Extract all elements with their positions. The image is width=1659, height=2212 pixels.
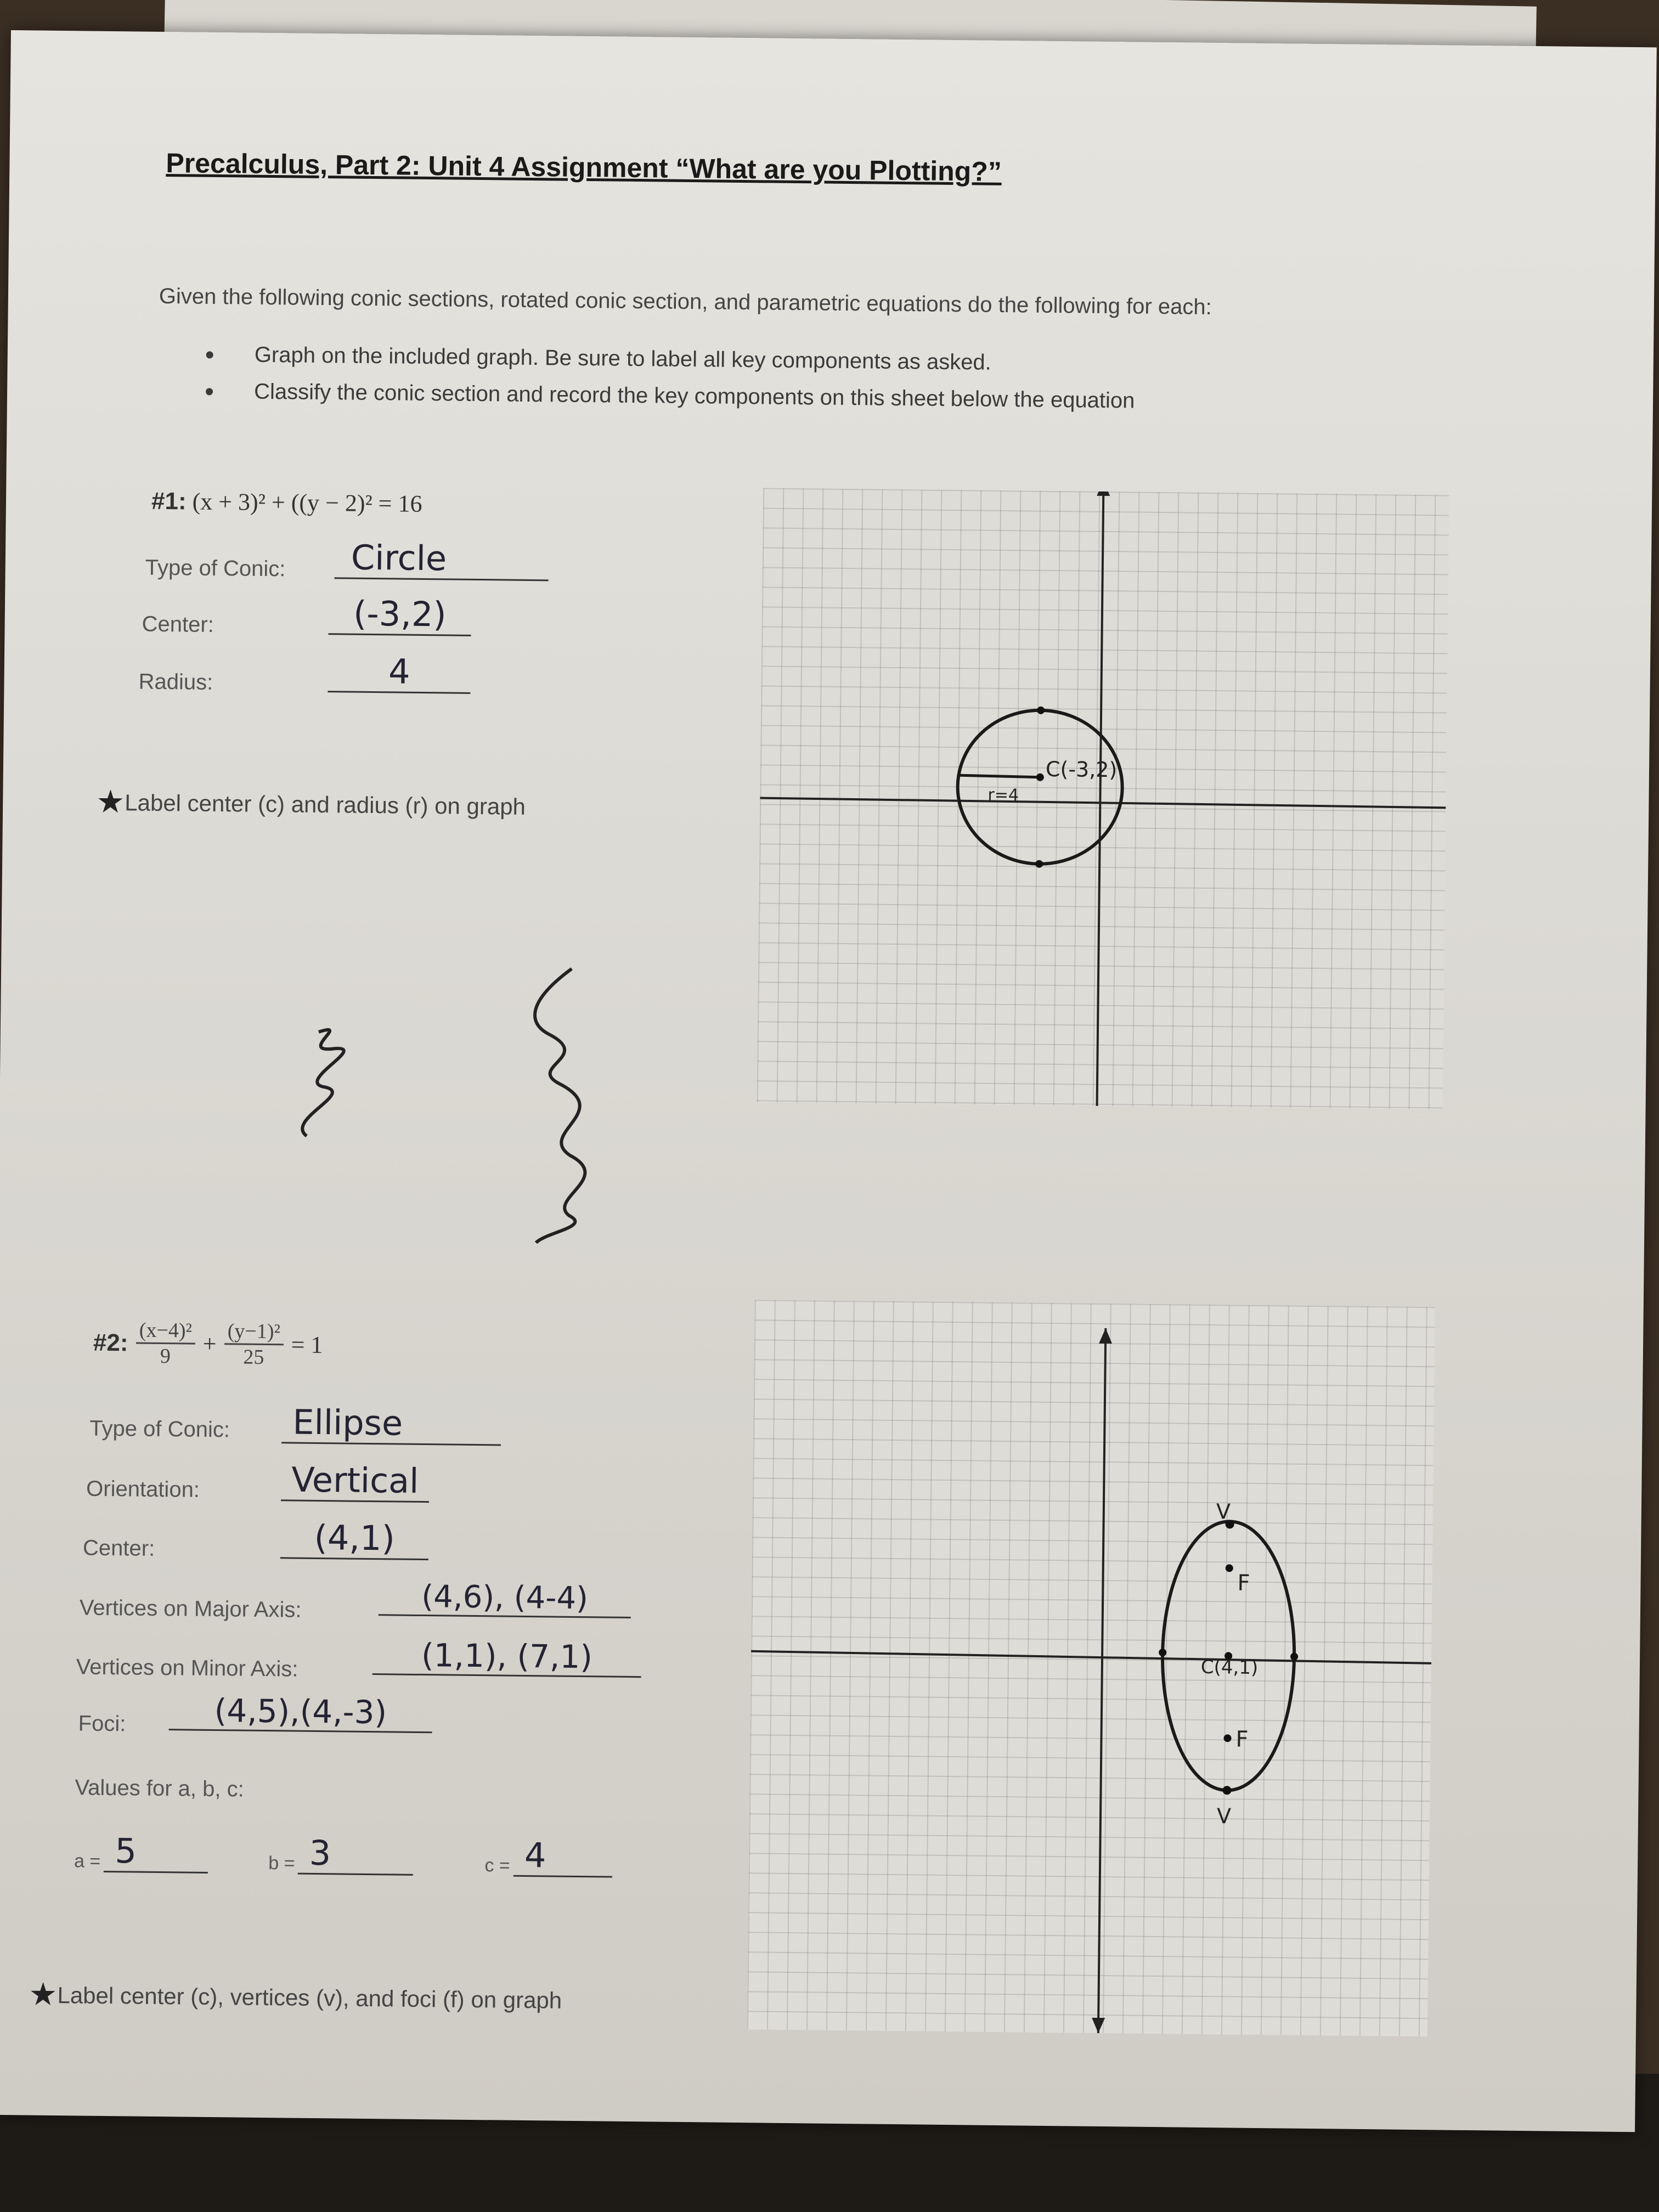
y-axis-arrow <box>1092 2018 1105 2033</box>
instructions-list <box>205 342 1136 426</box>
y-axis-arrow <box>1097 488 1110 496</box>
focus-bottom-point <box>1223 1734 1231 1742</box>
problem1-type-answer: Circle <box>335 537 549 581</box>
a-value: 5 <box>104 1831 208 1874</box>
doodle-squiggle-left <box>302 1030 344 1137</box>
y-axis-arrow <box>1090 1107 1103 1110</box>
foci-label: Foci: <box>78 1711 126 1736</box>
center-label: Center: <box>82 1536 155 1561</box>
problem2-major-answer: (4,6), (4-4) <box>379 1578 631 1618</box>
x-axis <box>757 798 1449 808</box>
doodle-squiggles <box>240 955 682 1266</box>
y-axis-arrow <box>1099 1328 1112 1344</box>
b-value: 3 <box>298 1833 414 1876</box>
major-axis-label: Vertices on Major Axis: <box>79 1595 302 1622</box>
problem1-note-text: Label center (c) and radius (r) on graph <box>125 789 526 820</box>
radius-line <box>958 775 1040 777</box>
radius-label: Radius: <box>138 669 213 695</box>
problem2-note-text: Label center (c), vertices (v), and foci (f) on graph <box>57 1982 562 2013</box>
radius-graph-label: r=4 <box>988 785 1019 805</box>
problem2-type-answer: Ellipse <box>281 1402 501 1446</box>
center-point <box>1036 774 1044 781</box>
y-axis <box>1097 488 1103 1109</box>
fraction-x-numerator: (x−4)² <box>136 1318 196 1345</box>
fraction-y-denominator: 25 <box>243 1345 264 1369</box>
c-value: 4 <box>514 1835 613 1878</box>
vertex-bottom-label: V <box>1216 1804 1232 1829</box>
type-of-conic-label: Type of Conic: <box>89 1416 230 1442</box>
problem1-equation-text: (x + 3)² + ((y − 2)² = 16 <box>192 488 422 517</box>
problem2-graph <box>747 1300 1435 2036</box>
doodle-squiggle-right <box>533 968 588 1243</box>
circle-graph <box>957 709 1123 865</box>
page-title: Precalculus, Part 2: Unit 4 Assignment “What are you Plotting?” <box>166 147 1002 187</box>
top-point <box>1037 707 1045 714</box>
star-icon: ★ <box>95 783 125 820</box>
abc-values-row <box>74 1830 612 1877</box>
minor-vertex-right <box>1290 1653 1298 1661</box>
star-icon: ★ <box>29 1976 58 2013</box>
focus-top-point <box>1226 1564 1233 1572</box>
fraction-y <box>224 1319 284 1369</box>
problem1-equation <box>151 487 422 518</box>
b-label: b = <box>268 1853 295 1874</box>
problem1-graph <box>757 488 1449 1109</box>
focus-top-label: F <box>1237 1570 1250 1596</box>
problem2-graph-svg <box>747 1300 1435 2036</box>
focus-bottom-label: F <box>1235 1726 1249 1752</box>
vertex-top-label: V <box>1216 1499 1231 1524</box>
orientation-label: Orientation: <box>86 1476 200 1502</box>
problem2-equation <box>93 1318 323 1370</box>
a-label: a = <box>74 1850 101 1872</box>
problem2-note <box>29 1976 562 2018</box>
instruction-item: • Classify the conic section and record the key components on this sheet below the equation <box>205 379 1135 414</box>
center-graph-label: C(4,1) <box>1200 1656 1259 1679</box>
instruction-item: • Graph on the included graph. Be sure to label all key components as asked. <box>205 342 1136 377</box>
problem1-note <box>96 783 526 825</box>
center-label: Center: <box>142 612 215 637</box>
problem2-minor-answer: (1,1), (7,1) <box>373 1636 642 1678</box>
plus-sign: + <box>202 1330 217 1358</box>
problem1-radius-answer: 4 <box>328 651 471 694</box>
c-label: c = <box>484 1855 510 1876</box>
vertex-bottom-point <box>1222 1786 1231 1795</box>
center-graph-label: C(-3,2) <box>1045 757 1118 782</box>
bottom-point <box>1035 860 1043 868</box>
problem2-foci-answer: (4,5),(4,-3) <box>169 1691 433 1733</box>
fraction-x <box>136 1318 195 1369</box>
fraction-y-numerator: (y−1)² <box>224 1319 284 1345</box>
worksheet-page <box>0 30 1657 2132</box>
values-label: Values for a, b, c: <box>75 1775 244 1802</box>
x-axis <box>747 1651 1435 1664</box>
instructions-intro: Given the following conic sections, rotated conic section, and parametric equations do the following for each: <box>159 284 1212 319</box>
equals-one: = 1 <box>291 1331 323 1359</box>
minor-vertex-left <box>1159 1649 1166 1656</box>
problem2-number: #2: <box>93 1329 128 1356</box>
problem2-orientation-answer: Vertical <box>281 1459 430 1503</box>
problem1-number: #1: <box>151 487 187 515</box>
fraction-x-denominator: 9 <box>160 1344 171 1368</box>
problem1-center-answer: (-3,2) <box>328 593 471 636</box>
type-of-conic-label: Type of Conic: <box>145 555 286 582</box>
y-axis <box>1098 1328 1105 2033</box>
minor-axis-label: Vertices on Minor Axis: <box>76 1655 298 1681</box>
problem1-graph-svg <box>757 488 1449 1109</box>
problem2-center-answer: (4,1) <box>280 1517 429 1560</box>
